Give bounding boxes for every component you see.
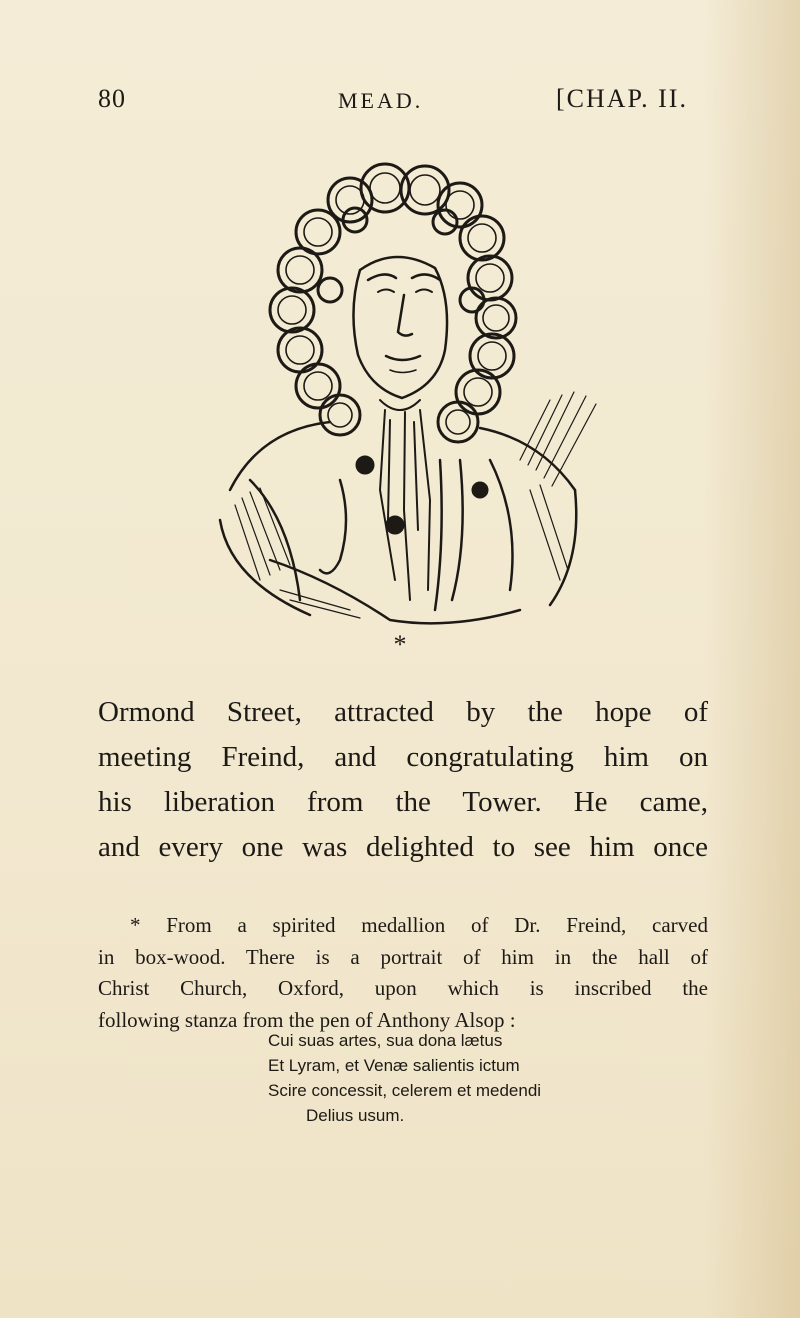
page-number: 80 — [98, 84, 126, 113]
cravat — [380, 400, 430, 600]
stanza-line: Scire concessit, celerem et medendi — [268, 1081, 542, 1100]
stanza-line: Delius usum. — [306, 1106, 405, 1125]
face-outline — [353, 257, 447, 398]
body-line: meeting Freind, and congratulating him on — [98, 741, 708, 773]
footnote-line: Christ Church, Oxford, upon which is inscribed the — [98, 976, 708, 1000]
footnote-line: following stanza from the pen of Anthony Alsop : — [98, 1007, 516, 1032]
running-title: MEAD. — [338, 88, 424, 113]
body-line: Ormond Street, attracted by the hope of — [98, 696, 708, 728]
footnote-marker: * — [393, 630, 407, 659]
medallion-portrait-illustration — [190, 160, 620, 640]
footnote — [98, 910, 708, 1036]
running-head — [98, 84, 718, 124]
footnote-line: * From a spirited medallion of Dr. Freind, carved — [130, 913, 708, 937]
body-line: his liberation from the Tower. He came, — [98, 786, 708, 818]
wig-curls — [270, 164, 516, 442]
footnote-line: in box-wood. There is a portrait of him in the hall of — [98, 944, 708, 969]
stanza-line: Cui suas artes, sua dona lætus — [268, 1031, 503, 1050]
body-paragraph — [98, 690, 708, 870]
stanza-line: Et Lyram, et Venæ salientis ictum — [268, 1056, 520, 1075]
chapter-label: [CHAP. II. — [556, 84, 688, 113]
latin-stanza — [268, 1028, 628, 1128]
body-line: and every one was delighted to see him once — [98, 831, 708, 863]
